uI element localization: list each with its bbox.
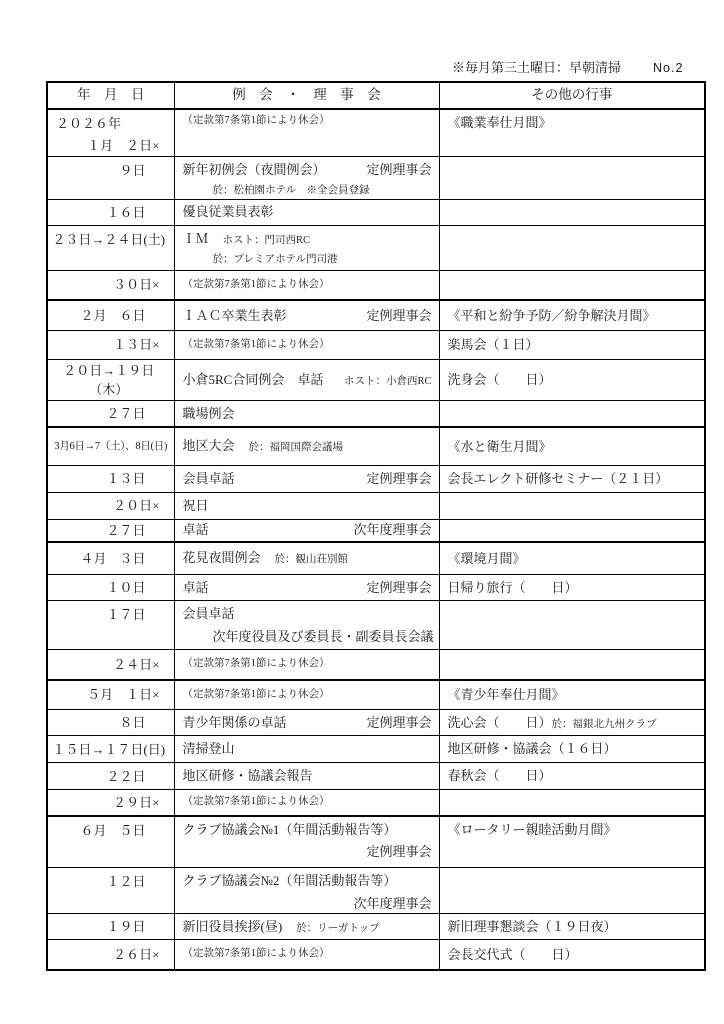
- table-row: [47, 270, 705, 300]
- cell-text: 於：リーガトップ: [296, 922, 380, 934]
- cell-text: 定例理事会: [366, 162, 432, 177]
- meeting-cell: [174, 300, 439, 330]
- cell-text: 次年度役員及び委員長・副委員長会議: [212, 628, 434, 644]
- cell-line: [183, 688, 432, 702]
- cell-line: [183, 549, 432, 567]
- table-row: [47, 763, 705, 790]
- cell-text: 日帰り旅行（ 日）: [447, 579, 578, 595]
- meeting-cell: [174, 225, 439, 270]
- cell-text: 《職業奉仕月間》: [447, 115, 552, 130]
- cell-text: 《青少年奉仕月間》: [447, 687, 565, 703]
- date-text: １９日: [106, 919, 146, 935]
- cell-line: [448, 821, 698, 839]
- cell-text: （定款第7条第1節により休会）: [182, 115, 330, 126]
- cell-line: [183, 872, 432, 890]
- table-row: [47, 492, 705, 519]
- date-cell: [47, 914, 174, 940]
- cell-text: 新年初例会（夜間例会）: [182, 162, 326, 177]
- date-text: ９日: [119, 163, 146, 178]
- cell-line: [448, 918, 698, 936]
- table-row: [47, 940, 705, 970]
- cell-text: 次年度理事会: [353, 895, 432, 911]
- date-text: ２６日×: [113, 947, 160, 963]
- cell-line: [183, 767, 432, 785]
- other-events-cell: [439, 736, 705, 763]
- cell-text: 《環境月間》: [447, 550, 526, 566]
- cell-text: 春秋会（ 日）: [447, 768, 552, 784]
- meeting-cell: [174, 330, 439, 359]
- other-events-cell: [439, 300, 705, 330]
- cell-text: （定款第7条第1節により休会）: [182, 688, 330, 700]
- cell-text: 地区研修・協議会（１６日）: [447, 741, 617, 757]
- table-row: [47, 330, 705, 359]
- other-events-cell: [439, 868, 705, 914]
- cell-line: [183, 405, 432, 423]
- cell-line: [183, 114, 432, 128]
- cell-text: （定款第7条第1節により休会）: [182, 658, 330, 670]
- other-events-cell: [439, 680, 705, 710]
- cell-text: （定款第7条第1節により休会）: [182, 948, 330, 960]
- other-events-cell: [439, 575, 705, 601]
- date-text: ２９日×: [113, 794, 160, 810]
- meeting-cell: [174, 519, 439, 542]
- page-number: No.2: [653, 61, 684, 75]
- other-events-cell: [439, 816, 705, 868]
- date-text: ８日: [119, 715, 146, 731]
- date-cell: [47, 492, 174, 519]
- date-text: ４月 ３日: [80, 550, 146, 566]
- cell-line: [448, 686, 698, 704]
- other-events-cell: [439, 790, 705, 816]
- date-cell: [47, 359, 174, 400]
- cell-text: ＩＭ: [182, 230, 209, 246]
- table-row: [47, 157, 705, 200]
- cell-text: クラブ協議会№1（年間活動報告等）: [182, 821, 397, 837]
- date-text: １０日: [106, 580, 146, 596]
- cell-line: [183, 230, 432, 248]
- date-cell: [47, 427, 174, 465]
- table-row: [47, 650, 705, 680]
- other-events-cell: [439, 199, 705, 225]
- date-cell: [47, 601, 174, 650]
- cell-text: 地区研修・協議会報告: [182, 768, 313, 784]
- cell-text: クラブ協議会№2（年間活動報告等）: [182, 873, 397, 889]
- header-note: [452, 57, 683, 76]
- date-cell: [47, 868, 174, 914]
- cell-line: [448, 371, 698, 389]
- cell-text: 卓話: [182, 579, 209, 595]
- cell-text: 新旧理事懇談会（１９日夜）: [447, 919, 617, 935]
- cell-line: [183, 843, 432, 861]
- cell-text: （定款第7条第1節により休会）: [182, 796, 330, 808]
- meeting-cell: [174, 816, 439, 868]
- cell-text: 於：福岡国際会議場: [248, 442, 344, 454]
- date-text: １３日×: [113, 337, 160, 353]
- cell-line: [183, 253, 432, 267]
- date-cell: [47, 270, 174, 300]
- date-cell: [47, 736, 174, 763]
- date-text: ２０２６年: [56, 116, 122, 131]
- cell-line: [183, 628, 432, 646]
- other-events-cell: [439, 157, 705, 200]
- date-cell: [47, 400, 174, 427]
- date-cell: [47, 300, 174, 330]
- cell-text: 会員卓話: [182, 470, 235, 486]
- date-text: ２７日: [106, 405, 146, 421]
- other-events-cell: [439, 225, 705, 270]
- meeting-cell: [174, 465, 439, 492]
- col-header-date: 年 月 日: [47, 82, 174, 109]
- meeting-cell: [174, 601, 439, 650]
- other-events-cell: [439, 710, 705, 736]
- cell-line: [183, 371, 432, 389]
- date-cell: [47, 109, 174, 157]
- date-cell: [47, 199, 174, 225]
- date-text: ５月 １日×: [87, 687, 160, 703]
- other-events-cell: [439, 427, 705, 465]
- date-cell: [47, 650, 174, 680]
- cell-text: （定款第7条第1節により休会）: [182, 278, 330, 290]
- cell-line: [183, 278, 432, 292]
- meeting-cell: [174, 157, 439, 200]
- table-row: [47, 109, 705, 157]
- cell-line: [183, 821, 432, 839]
- table-row: [47, 300, 705, 330]
- cell-line: [183, 605, 432, 623]
- table-header: [47, 82, 705, 109]
- table-row: [47, 465, 705, 492]
- cell-line: [183, 437, 432, 455]
- meeting-cell: [174, 427, 439, 465]
- other-events-cell: [439, 465, 705, 492]
- date-cell: [47, 940, 174, 970]
- cell-line: [448, 114, 698, 132]
- cell-text: ホスト：門司西RC: [222, 234, 311, 246]
- other-events-cell: [439, 330, 705, 359]
- meeting-cell: [174, 868, 439, 914]
- table-row: [47, 601, 705, 650]
- meeting-cell: [174, 109, 439, 157]
- cell-text: 職場例会: [182, 405, 235, 421]
- date-cell: [47, 816, 174, 868]
- cell-line: [183, 795, 432, 809]
- cell-line: [183, 918, 432, 936]
- cell-text: 定例理事会: [366, 307, 432, 323]
- cell-text: 定例理事会: [366, 714, 432, 730]
- date-cell: [47, 519, 174, 542]
- cell-text: 会長エレクト研修セミナー（２１日）: [447, 470, 669, 486]
- cell-text: 定例理事会: [366, 470, 432, 486]
- cell-line: [448, 550, 698, 568]
- meeting-cell: [174, 199, 439, 225]
- cell-line: [183, 497, 432, 515]
- cell-line: [183, 947, 432, 961]
- table-row: [47, 736, 705, 763]
- cell-line: [183, 470, 432, 488]
- cell-line: [183, 521, 432, 539]
- cell-line: [448, 714, 698, 732]
- table-row: [47, 519, 705, 542]
- cell-text: 洗心会（ 日）: [447, 714, 552, 730]
- cell-text: 於：プレミアホテル門司港: [212, 253, 338, 265]
- cell-text: 楽馬会（１日）: [447, 336, 539, 352]
- schedule-body: [47, 109, 705, 970]
- cell-text: 於：松柏園ホテル ※全会員登録: [212, 184, 370, 196]
- cell-line: [183, 740, 432, 758]
- col-header-meetings: 例 会 ・ 理 事 会: [174, 82, 439, 109]
- date-cell: [47, 575, 174, 601]
- date-text: ２０日×: [113, 498, 160, 514]
- date-cell: [47, 330, 174, 359]
- date-cell: [47, 465, 174, 492]
- other-events-cell: [439, 109, 705, 157]
- date-text: ３０日×: [113, 277, 160, 293]
- date-text: １２日: [106, 874, 146, 890]
- cell-line: [183, 338, 432, 352]
- date-text: １５日→１７日(日): [52, 741, 166, 757]
- other-events-cell: [439, 542, 705, 575]
- cell-text: （定款第7条第1節により休会）: [182, 338, 330, 350]
- cell-text: 地区大会: [182, 438, 235, 454]
- date-text: ２２日: [106, 768, 146, 784]
- cell-line: [448, 740, 698, 758]
- date-cell: [47, 790, 174, 816]
- table-row: [47, 680, 705, 710]
- cell-text: 花見夜間例会: [182, 550, 261, 566]
- other-events-cell: [439, 492, 705, 519]
- date-text: １月 ２日×: [87, 138, 160, 153]
- cell-text: 《水と衛生月間》: [447, 438, 552, 454]
- meeting-cell: [174, 736, 439, 763]
- date-cell: [47, 710, 174, 736]
- table-row: [47, 427, 705, 465]
- cell-text: 祝日: [182, 497, 209, 513]
- cell-text: 清掃登山: [182, 741, 235, 757]
- cell-text: 洗身会（ 日）: [447, 371, 552, 387]
- meeting-cell: [174, 680, 439, 710]
- cell-text: 卓話: [182, 522, 209, 538]
- cell-text: 定例理事会: [366, 844, 432, 860]
- date-cell: [47, 157, 174, 200]
- date-cell: [47, 680, 174, 710]
- date-text: １６日: [106, 204, 146, 220]
- date-text: １３日: [106, 471, 146, 487]
- other-events-cell: [439, 270, 705, 300]
- table-row: [47, 710, 705, 736]
- col-header-other-events: その他の行事: [439, 82, 705, 109]
- cell-text: 《平和と紛争予防／紛争解決月間》: [447, 307, 656, 323]
- meeting-cell: [174, 270, 439, 300]
- cell-line: [183, 307, 432, 325]
- date-text: ６月 ５日: [80, 822, 146, 838]
- cell-line: [183, 203, 432, 221]
- cell-line: [448, 579, 698, 597]
- cell-line: [183, 184, 432, 198]
- cell-line: [183, 579, 432, 597]
- cell-line: [183, 161, 432, 179]
- other-events-cell: [439, 601, 705, 650]
- date-text: ２７日: [106, 522, 146, 538]
- cell-line: [183, 714, 432, 732]
- meeting-cell: [174, 400, 439, 427]
- meeting-cell: [174, 650, 439, 680]
- meeting-cell: [174, 575, 439, 601]
- cell-text: 会員卓話: [182, 606, 235, 622]
- cell-line: [448, 767, 698, 785]
- date-text: ２０日→１９日（木）: [63, 362, 155, 397]
- other-events-cell: [439, 519, 705, 542]
- header-row: [47, 82, 705, 109]
- cell-text: 於：福銀北九州クラブ: [551, 718, 657, 730]
- monthly-cleanup-note: ※毎月第三土曜日：早朝清掃: [452, 60, 622, 75]
- cell-line: [183, 657, 432, 671]
- schedule-table: [46, 81, 706, 971]
- other-events-cell: [439, 914, 705, 940]
- cell-text: 青少年関係の卓話: [182, 714, 287, 730]
- table-row: [47, 868, 705, 914]
- table-row: [47, 816, 705, 868]
- other-events-cell: [439, 940, 705, 970]
- date-text: １７日: [106, 607, 146, 623]
- cell-text: ホスト：小倉西RC: [343, 375, 432, 387]
- date-cell: [47, 542, 174, 575]
- cell-text: 次年度理事会: [353, 522, 432, 538]
- date-cell: [47, 763, 174, 790]
- cell-text: 小倉5RC合同例会 卓話: [182, 371, 324, 387]
- cell-line: [448, 336, 698, 354]
- date-text: ２月 ６日: [80, 307, 146, 323]
- meeting-cell: [174, 492, 439, 519]
- cell-text: 定例理事会: [366, 579, 432, 595]
- date-text: ２３日→２４日(土): [52, 231, 166, 247]
- table-row: [47, 790, 705, 816]
- cell-text: 優良従業員表彰: [182, 204, 274, 220]
- other-events-cell: [439, 763, 705, 790]
- table-row: [47, 914, 705, 940]
- meeting-cell: [174, 359, 439, 400]
- meeting-cell: [174, 914, 439, 940]
- table-row: [47, 575, 705, 601]
- meeting-cell: [174, 940, 439, 970]
- table-row: [47, 400, 705, 427]
- date-text: ２４日×: [113, 656, 160, 672]
- meeting-cell: [174, 542, 439, 575]
- cell-text: 新旧役員挨拶(昼): [182, 918, 283, 934]
- cell-text: 会長交代式（ 日）: [447, 946, 578, 962]
- table-row: [47, 225, 705, 270]
- date-cell: [47, 225, 174, 270]
- other-events-cell: [439, 359, 705, 400]
- cell-line: [448, 307, 698, 325]
- meeting-cell: [174, 710, 439, 736]
- other-events-cell: [439, 650, 705, 680]
- date-text: 3月6日→7（土）、8日(日): [54, 440, 168, 452]
- cell-text: ＩＡＣ卒業生表彰: [182, 307, 287, 323]
- cell-line: [448, 438, 698, 456]
- cell-line: [448, 470, 698, 488]
- cell-text: 於：観山荘別館: [274, 554, 349, 566]
- other-events-cell: [439, 400, 705, 427]
- table-row: [47, 199, 705, 225]
- meeting-cell: [174, 763, 439, 790]
- cell-line: [183, 895, 432, 913]
- cell-text: 《ロータリー親睦活動月間》: [447, 821, 617, 837]
- table-row: [47, 359, 705, 400]
- cell-line: [448, 946, 698, 964]
- table-row: [47, 542, 705, 575]
- meeting-cell: [174, 790, 439, 816]
